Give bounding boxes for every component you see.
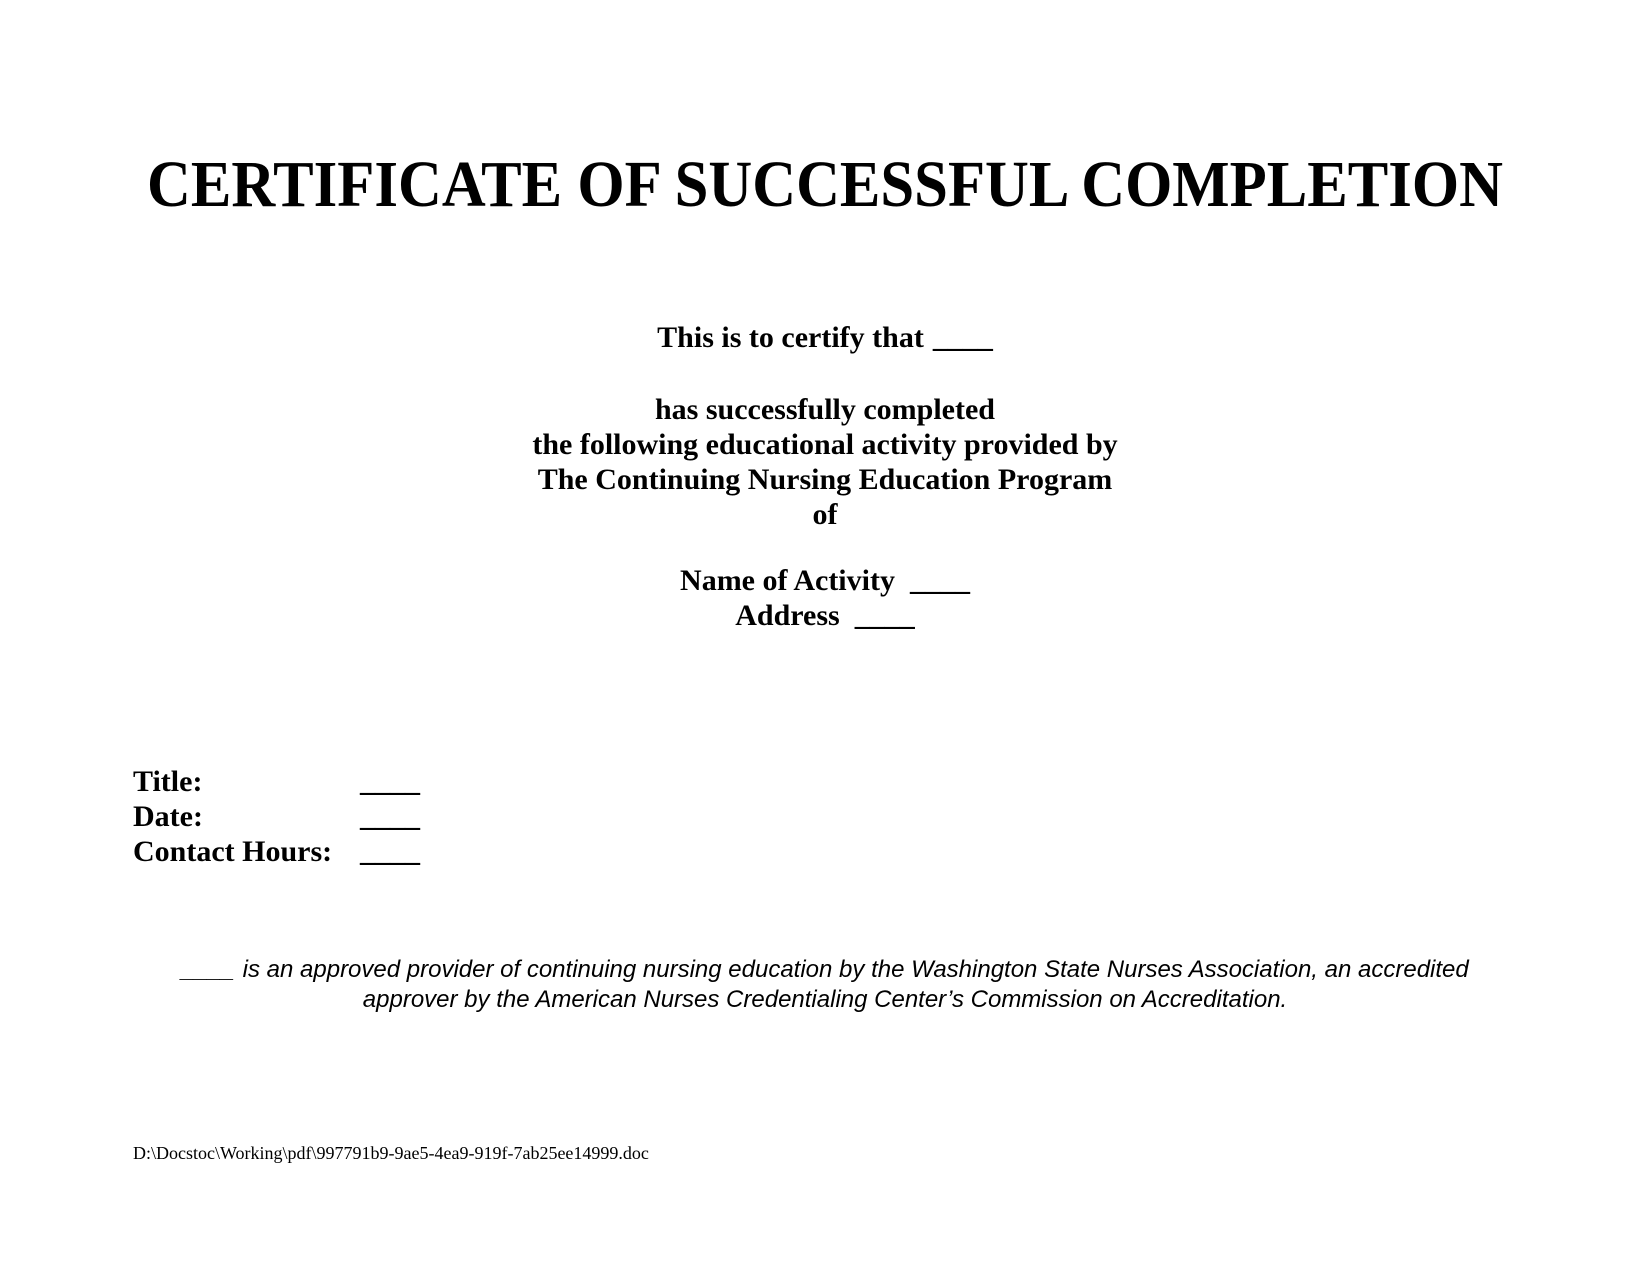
contact-hours-field-row bbox=[133, 834, 420, 869]
date-field-row bbox=[133, 799, 420, 834]
accreditation-line-1 bbox=[0, 955, 1650, 985]
certificate-title: CERTIFICATE OF SUCCESSFUL COMPLETION bbox=[147, 148, 1503, 221]
body-text-block bbox=[0, 392, 1650, 532]
body-line-completed: has successfully completed bbox=[655, 393, 995, 426]
body-line-of: of bbox=[812, 498, 838, 531]
detail-fields-block bbox=[133, 764, 420, 869]
date-field-blank-line: ____ bbox=[360, 800, 420, 833]
activity-name-blank-line: ____ bbox=[909, 564, 970, 597]
accreditation-note bbox=[0, 955, 1650, 1015]
provider-blank-line: ____ bbox=[181, 956, 235, 983]
contact-hours-blank-line: ____ bbox=[360, 835, 420, 868]
date-field-label: Date: bbox=[133, 800, 203, 833]
accreditation-text-1: is an approved provider of continuing nursing education by the Washington State Nurses Association, an accredited bbox=[242, 956, 1469, 983]
title-field-row bbox=[133, 764, 420, 799]
contact-hours-field-label: Contact Hours: bbox=[133, 835, 333, 868]
footer-file-path: D:\Docstoc\Working\pdf\997791b9-9ae5-4ea9-919f-7ab25ee14999.doc bbox=[133, 1143, 649, 1163]
activity-name-row bbox=[0, 563, 1650, 598]
certify-text: This is to certify that bbox=[657, 321, 924, 354]
address-row bbox=[0, 598, 1650, 633]
address-blank-line: ____ bbox=[854, 599, 915, 632]
certify-line bbox=[0, 320, 1650, 355]
title-field-blank-line: ____ bbox=[360, 765, 420, 798]
activity-block bbox=[0, 563, 1650, 633]
body-line-program-name: The Continuing Nursing Education Program bbox=[537, 463, 1113, 496]
activity-name-label: Name of Activity bbox=[680, 564, 895, 597]
body-line-activity-provided: the following educational activity provided by bbox=[532, 428, 1118, 461]
address-label: Address bbox=[735, 599, 840, 632]
title-field-label: Title: bbox=[133, 765, 203, 798]
accreditation-line-2: approver by the American Nurses Credentialing Center’s Commission on Accreditation. bbox=[362, 986, 1288, 1013]
certify-blank-line: ____ bbox=[932, 321, 993, 354]
